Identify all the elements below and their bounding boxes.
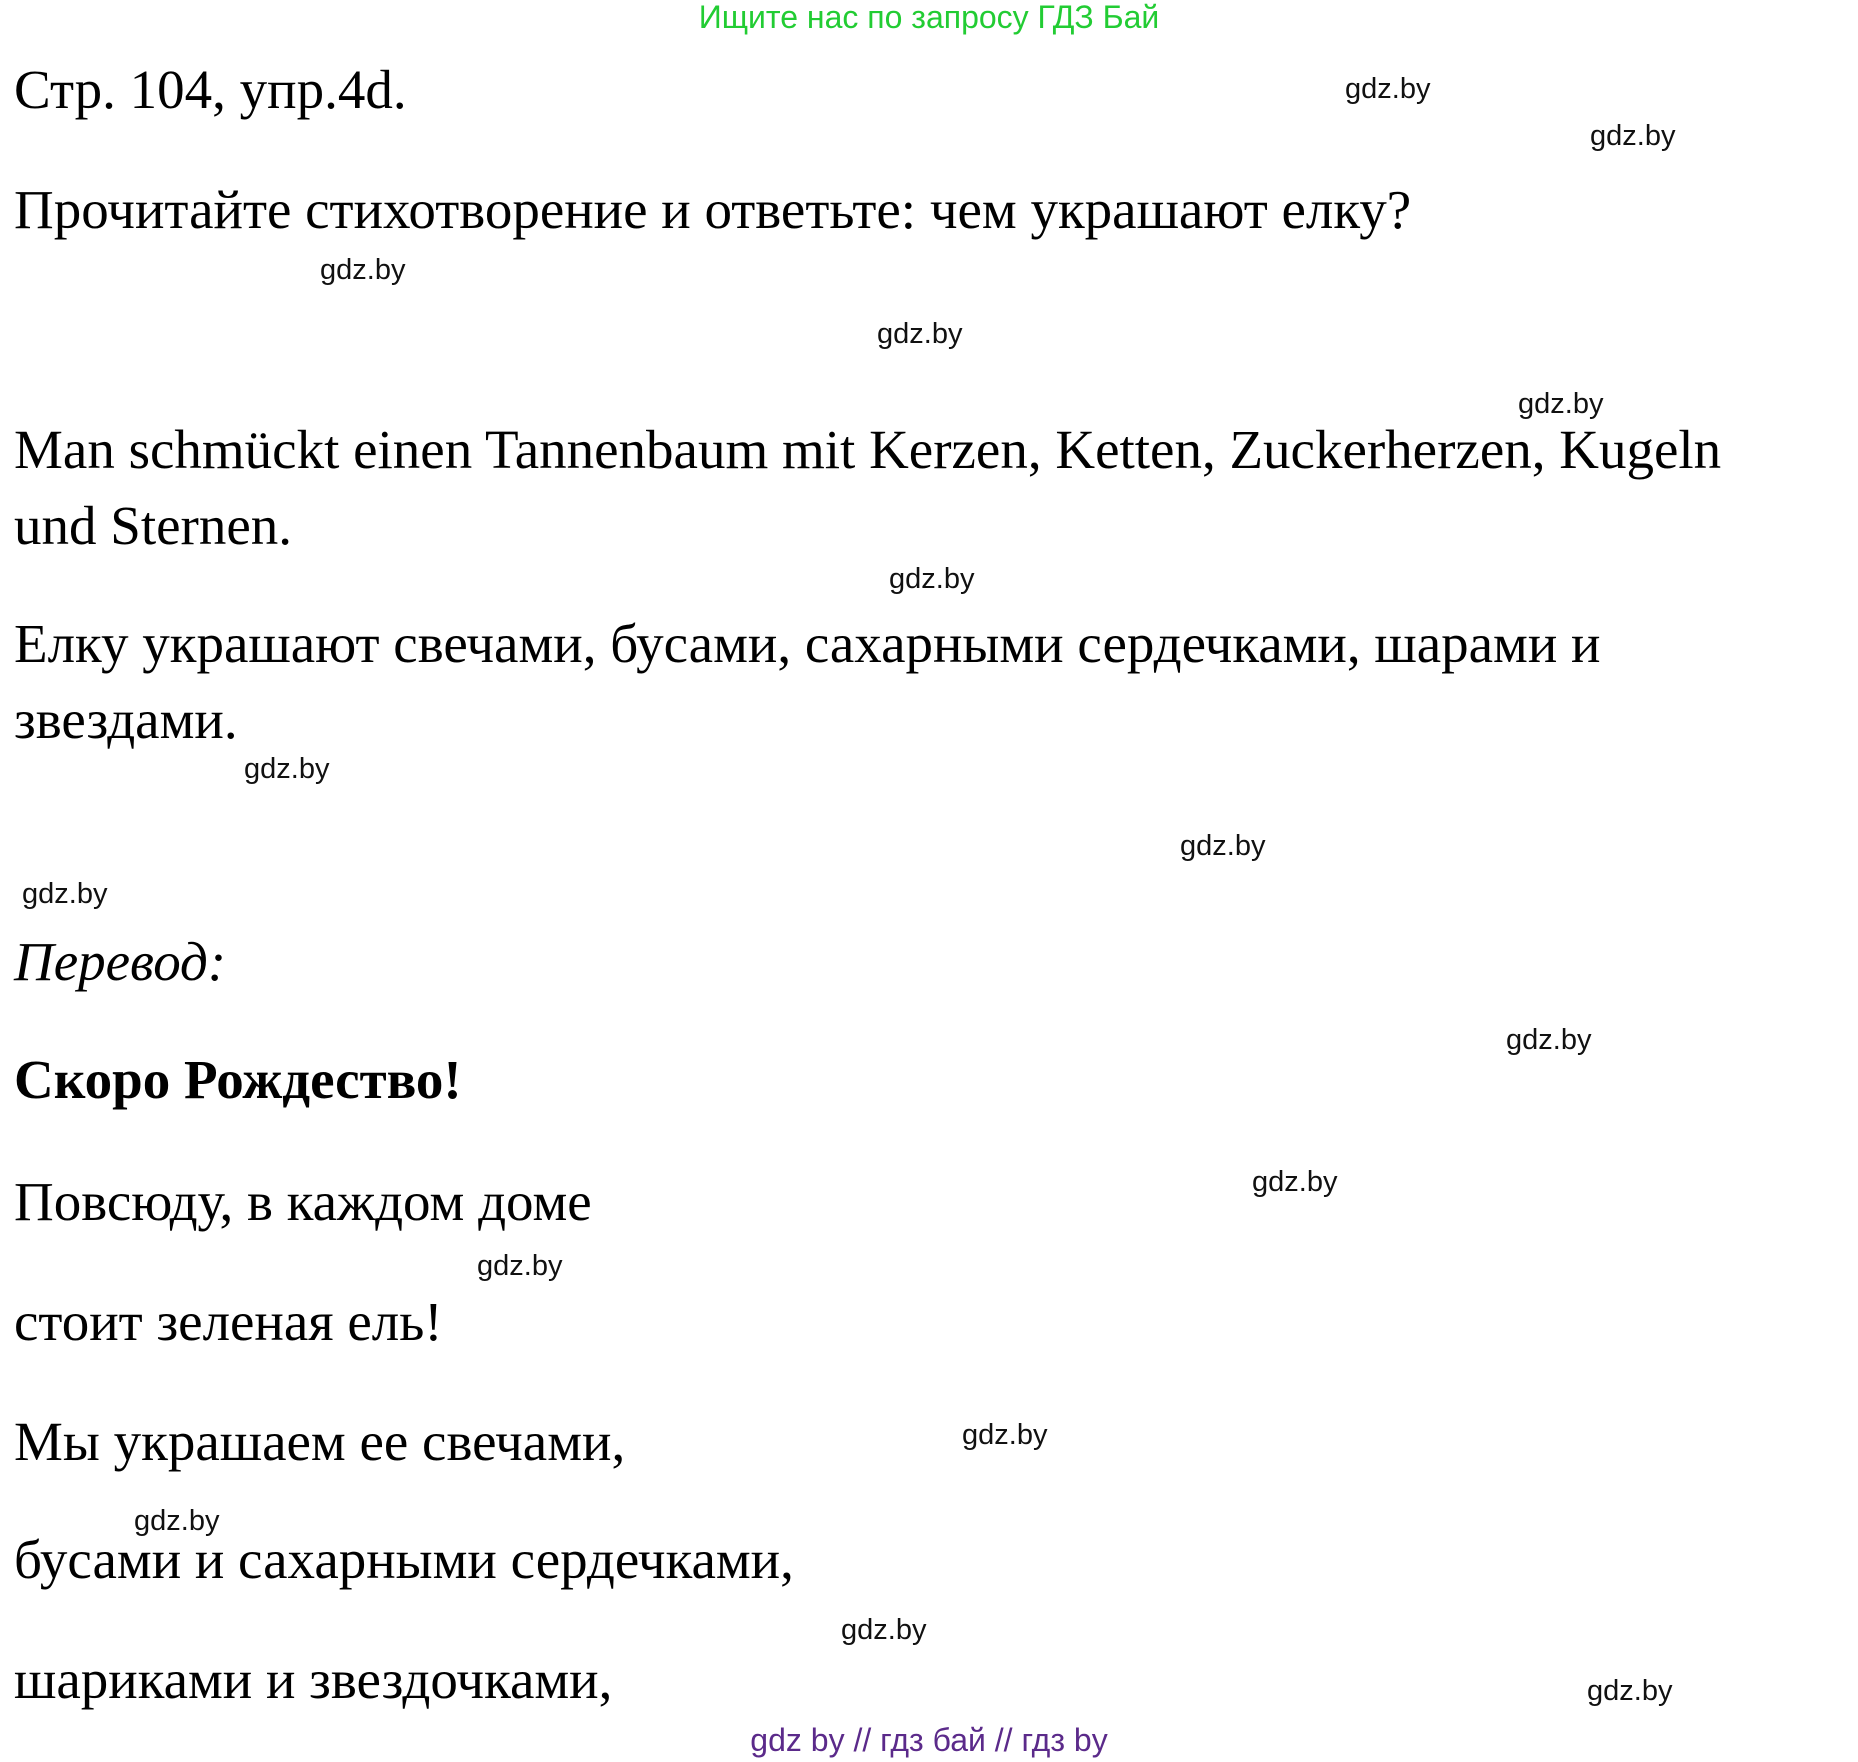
answer-german-line-1: Man schmückt einen Tannenbaum mit Kerzen, Ketten, Zuckerherzen, Kugeln <box>14 419 1722 480</box>
watermark: gdz.by <box>477 1250 563 1282</box>
answer-russian-line-1: Елку украшают свечами, бусами, сахарными сердечками, шарами и <box>14 613 1601 674</box>
watermark: gdz.by <box>320 254 406 286</box>
poem-line: Мы украшаем ее свечами, <box>14 1411 626 1472</box>
poem-line: бусами и сахарными сердечками, <box>14 1529 794 1590</box>
watermark: gdz.by <box>962 1419 1048 1451</box>
footer-links: gdz by // гдз бай // гдз by <box>750 1722 1108 1758</box>
task-text: Прочитайте стихотворение и ответьте: чем украшают елку? <box>14 179 1412 240</box>
watermark: gdz.by <box>889 563 975 595</box>
watermark: gdz.by <box>877 318 963 350</box>
poem-line: Повсюду, в каждом доме <box>14 1171 592 1232</box>
watermark: gdz.by <box>1252 1166 1338 1198</box>
poem-title: Скоро Рождество! <box>14 1049 462 1110</box>
watermark: gdz.by <box>1587 1675 1673 1707</box>
answer-russian-line-2: звездами. <box>14 689 238 750</box>
watermark: gdz.by <box>1506 1024 1592 1056</box>
poem-line: стоит зеленая ель! <box>14 1291 443 1352</box>
watermark: gdz.by <box>134 1505 220 1537</box>
watermark: gdz.by <box>22 878 108 910</box>
promo-banner: Ищите нас по запросу ГДЗ Бай <box>698 0 1160 35</box>
watermark: gdz.by <box>1590 120 1676 152</box>
watermark: gdz.by <box>244 753 330 785</box>
translation-label: Перевод: <box>14 931 227 992</box>
poem-line: шариками и звездочками, <box>14 1649 613 1710</box>
watermark: gdz.by <box>1518 388 1604 420</box>
watermark: gdz.by <box>1180 830 1266 862</box>
exercise-heading: Стр. 104, упр.4d. <box>14 59 407 120</box>
watermark: gdz.by <box>1345 73 1431 105</box>
watermark: gdz.by <box>841 1614 927 1646</box>
answer-german-line-2: und Sternen. <box>14 495 293 556</box>
